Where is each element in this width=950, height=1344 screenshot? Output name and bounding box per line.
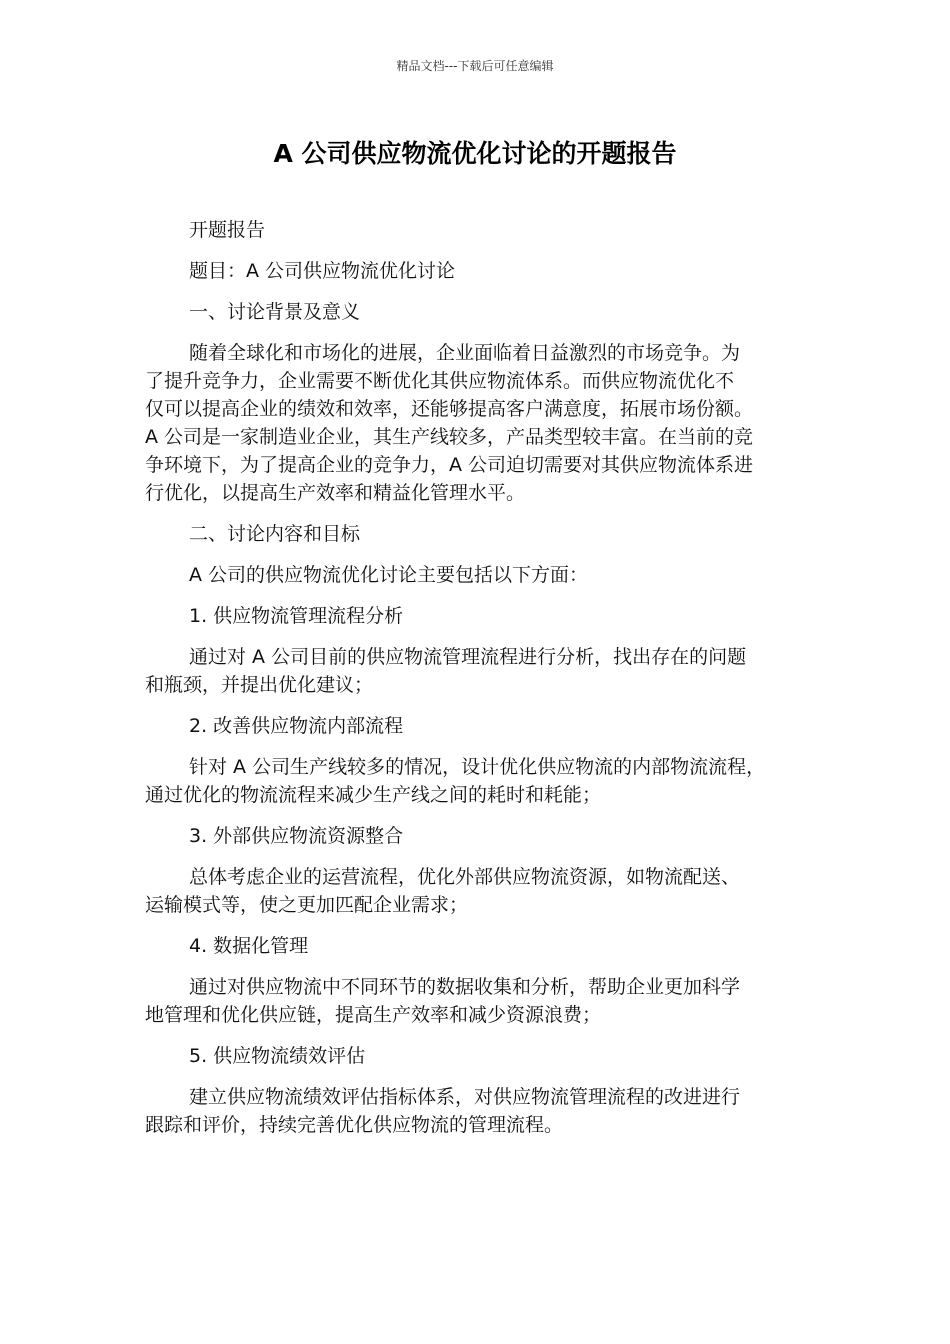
paragraph-line: 跟踪和评价，持续完善优化供应物流的管理流程。 xyxy=(145,1114,564,1136)
paragraph xyxy=(145,1042,810,1070)
document-title: A 公司供应物流优化讨论的开题报告 xyxy=(273,139,677,168)
paragraph-line: 一、讨论背景及意义 xyxy=(189,301,361,323)
paragraph-line: 运输模式等，使之更加匹配企业需求； xyxy=(145,894,469,916)
paragraph xyxy=(145,973,810,1029)
paragraph-line: 建立供应物流绩效评估指标体系，对供应物流管理流程的改进进行 xyxy=(189,1086,741,1108)
paragraph-line: 了提升竞争力，企业需要不断优化其供应物流体系。而供应物流优化不 xyxy=(145,370,735,392)
paragraph-line: 通过对 A 公司目前的供应物流管理流程进行分析，找出存在的问题 xyxy=(189,646,747,668)
paragraph-line: 和瓶颈，并提出优化建议； xyxy=(145,674,374,696)
paragraph xyxy=(145,753,810,809)
paragraph-line: 1. 供应物流管理流程分析 xyxy=(189,605,404,627)
paragraph xyxy=(145,863,810,919)
paragraph xyxy=(145,602,810,630)
header-note: 精品文档---下载后可任意编辑 xyxy=(396,59,554,73)
paragraph xyxy=(145,712,810,740)
paragraph-line: 地管理和优化供应链，提高生产效率和减少资源浪费； xyxy=(145,1004,602,1026)
paragraph-line: 随着全球化和市场化的进展，企业面临着日益激烈的市场竞争。为 xyxy=(189,342,741,364)
paragraph xyxy=(145,643,810,699)
paragraph-line: 题目：A 公司供应物流优化讨论 xyxy=(189,260,456,282)
paragraph-line: A 公司的供应物流优化讨论主要包括以下方面： xyxy=(189,564,589,586)
paragraph-line: 仅可以提高企业的绩效和效率，还能够提高客户满意度，拓展市场份额。 xyxy=(145,398,754,420)
paragraph xyxy=(145,216,810,244)
paragraph-line: 针对 A 公司生产线较多的情况，设计优化供应物流的内部物流流程， xyxy=(189,756,766,778)
paragraph xyxy=(145,520,810,548)
paragraph-line: 行优化，以提高生产效率和精益化管理水平。 xyxy=(145,482,526,504)
paragraph xyxy=(145,298,810,326)
paragraph xyxy=(145,257,810,285)
paragraph-line: 通过优化的物流流程来减少生产线之间的耗时和耗能； xyxy=(145,784,602,806)
paragraph xyxy=(145,1083,810,1139)
paragraph xyxy=(145,822,810,850)
paragraph-line: 二、讨论内容和目标 xyxy=(189,523,361,545)
paragraph-line: 4. 数据化管理 xyxy=(189,935,309,957)
paragraph xyxy=(145,561,810,589)
paragraph-line: 2. 改善供应物流内部流程 xyxy=(189,715,404,737)
paragraph-line: 争环境下，为了提高企业的竞争力，A 公司迫切需要对其供应物流体系进 xyxy=(145,454,754,476)
paragraph-line: A 公司是一家制造业企业，其生产线较多，产品类型较丰富。在当前的竞 xyxy=(145,426,754,448)
paragraph-line: 开题报告 xyxy=(189,219,266,241)
paragraph-line: 总体考虑企业的运营流程，优化外部供应物流资源，如物流配送、 xyxy=(189,866,741,888)
paragraph xyxy=(145,339,810,507)
paragraph-line: 3. 外部供应物流资源整合 xyxy=(189,825,404,847)
paragraph-line: 5. 供应物流绩效评估 xyxy=(189,1045,366,1067)
paragraph xyxy=(145,932,810,960)
document-body xyxy=(145,216,810,1152)
paragraph-line: 通过对供应物流中不同环节的数据收集和分析，帮助企业更加科学 xyxy=(189,976,741,998)
